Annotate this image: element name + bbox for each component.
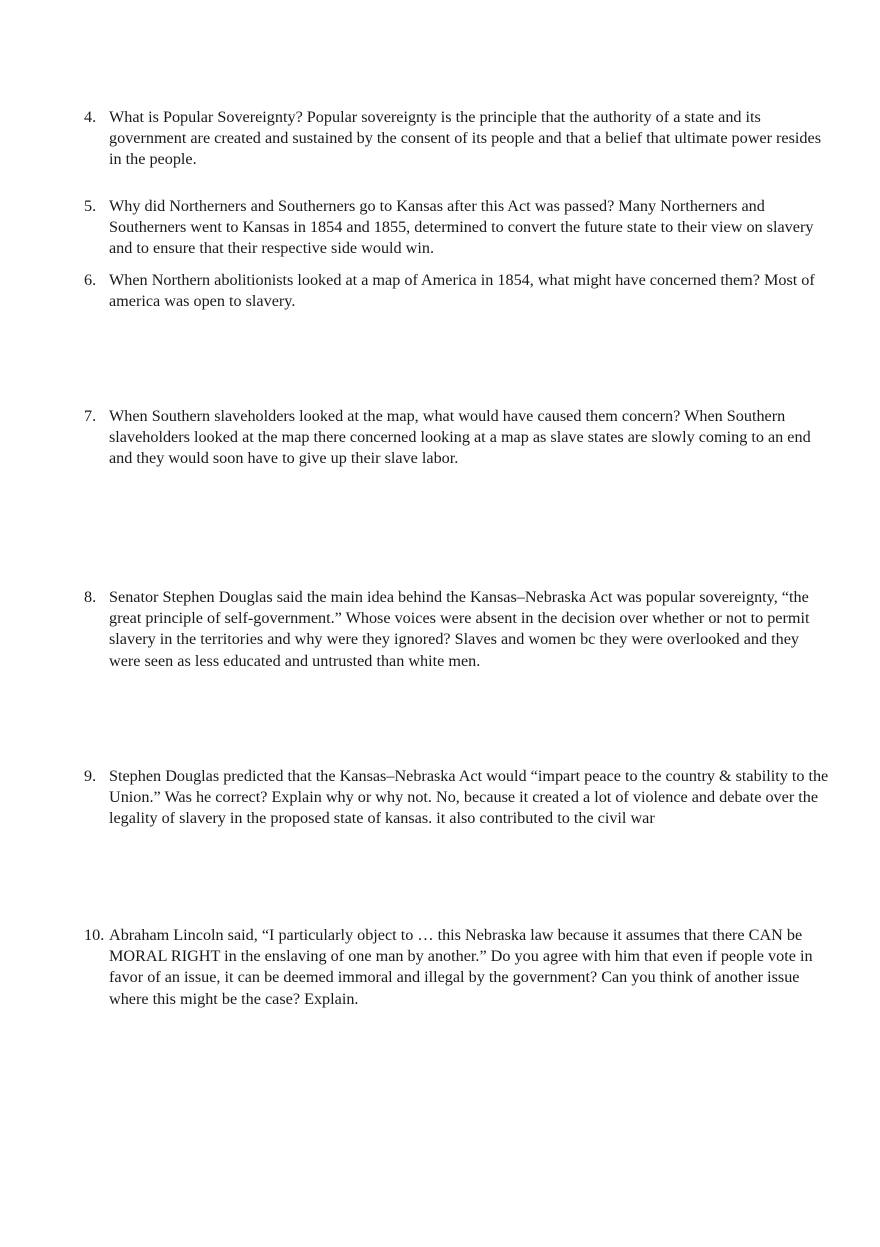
- question-text: Stephen Douglas predicted that the Kansas–Nebraska Act would “impart peace to the country & stability to the Union.” Was he correct? Explain why or why not. No, because it created a lot of violence and debate over the legality of slavery in the proposed state of kansas. it also contributed to the civil war: [109, 767, 829, 828]
- question-number: 10.: [84, 926, 105, 944]
- question-text: Why did Northerners and Southerners go to Kansas after this Act was passed? Many Northerners and Southerners went to Kansas in 1854 and 1855, determined to convert the future state to their view on slavery and to ensure that their respective side would win.: [109, 197, 814, 258]
- question-number: 9.: [84, 767, 97, 785]
- question-item: [84, 925, 829, 1010]
- question-text: When Northern abolitionists looked at a map of America in 1854, what might have concerned them? Most of america was open to slavery.: [109, 271, 815, 311]
- question-text: Senator Stephen Douglas said the main idea behind the Kansas–Nebraska Act was popular sovereignty, “the great principle of self-government.” Whose voices were absent in the decision over whether or not to permit slavery in the territories and why were they ignored? Slaves and women bc they were overlooked and they were seen as less educated and untrusted than white men.: [109, 588, 810, 670]
- question-number: 7.: [84, 407, 97, 425]
- question-number: 4.: [84, 108, 97, 126]
- question-item: [84, 107, 829, 171]
- question-item: [84, 766, 829, 830]
- question-item: [84, 270, 829, 312]
- question-number: 8.: [84, 588, 97, 606]
- question-item: [84, 406, 829, 470]
- question-item: [84, 587, 829, 672]
- question-number: 6.: [84, 271, 97, 289]
- question-item: [84, 196, 829, 260]
- question-number: 5.: [84, 197, 97, 215]
- question-text: Abraham Lincoln said, “I particularly object to … this Nebraska law because it assumes that there CAN be MORAL RIGHT in the enslaving of one man by another.” Do you agree with him that even if people vote in favor of an issue, it can be deemed immoral and illegal by the government? Can you think of another issue where this might be the case? Explain.: [109, 926, 813, 1008]
- question-text: What is Popular Sovereignty? Popular sovereignty is the principle that the authority of a state and its government are created and sustained by the consent of its people and that a belief that ultimate power resides in the people.: [109, 108, 821, 169]
- question-text: When Southern slaveholders looked at the map, what would have caused them concern? When Southern slaveholders looked at the map there concerned looking at a map as slave states are slowly coming to an end and they would soon have to give up their slave labor.: [109, 407, 811, 468]
